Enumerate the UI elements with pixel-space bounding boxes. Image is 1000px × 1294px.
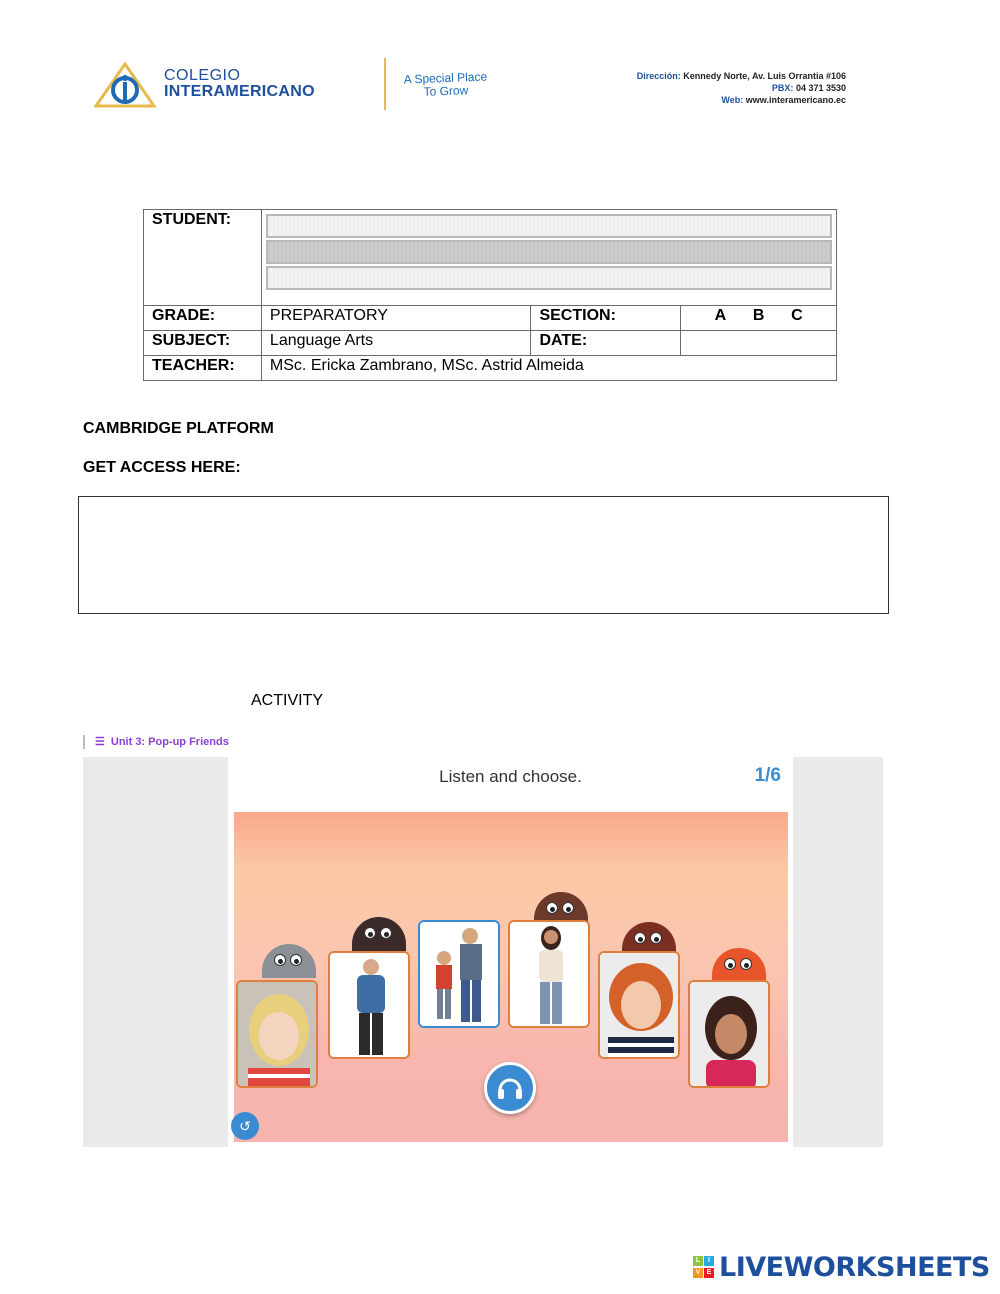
reset-icon: ↺ xyxy=(239,1117,251,1134)
school-name-line1: COLEGIO xyxy=(164,67,241,84)
choice-card-5[interactable] xyxy=(598,951,680,1059)
choice-card-4[interactable] xyxy=(508,920,590,1028)
student-name-field-3[interactable] xyxy=(266,266,832,290)
choice-card-3[interactable] xyxy=(418,920,500,1028)
address-value: Kennedy Norte, Av. Luis Orrantia #106 xyxy=(683,71,846,81)
section-options xyxy=(681,306,837,331)
school-name-line2: INTERAMERICANO xyxy=(164,83,315,100)
access-link-box[interactable] xyxy=(78,496,889,614)
woman-standing-photo xyxy=(510,922,590,1028)
liveworksheets-text: LIVEWORKSHEETS xyxy=(719,1252,990,1283)
reset-button[interactable] xyxy=(231,1112,259,1140)
unit-title: Unit 3: Pop-up Friends xyxy=(110,735,229,748)
listen-button[interactable] xyxy=(484,1062,536,1114)
menu-icon: ☰ xyxy=(95,736,105,748)
peek-creature-1 xyxy=(262,944,316,978)
mark-letter-e: E xyxy=(704,1268,714,1278)
date-value[interactable] xyxy=(681,331,837,356)
slogan-line2: To Grow xyxy=(423,83,469,99)
left-panel xyxy=(83,757,228,1147)
mark-letter-v: V xyxy=(693,1268,703,1278)
choice-card-6[interactable] xyxy=(688,980,770,1088)
date-label: DATE: xyxy=(531,331,681,356)
mark-letter-l: L xyxy=(693,1256,703,1266)
girl-redhead-photo xyxy=(600,953,680,1059)
activity-instruction: Listen and choose. xyxy=(439,767,582,786)
phone-label: PBX: xyxy=(771,83,794,93)
platform-heading: CAMBRIDGE PLATFORM xyxy=(83,420,274,437)
school-slogan xyxy=(404,71,488,100)
student-label: STUDENT: xyxy=(144,210,262,306)
girl-blonde-photo xyxy=(238,982,318,1088)
mark-letter-i: I xyxy=(704,1256,714,1266)
activity-heading: ACTIVITY xyxy=(251,692,324,709)
activity-screenshot xyxy=(83,729,883,1147)
section-option-c[interactable]: C xyxy=(791,307,803,324)
section-option-a[interactable]: A xyxy=(714,307,727,324)
school-contact xyxy=(637,70,846,106)
header-divider xyxy=(384,58,386,110)
subject-value: Language Arts xyxy=(261,331,531,356)
peek-creature-2 xyxy=(352,917,406,951)
teacher-row xyxy=(144,356,837,381)
teacher-label: TEACHER: xyxy=(144,356,262,381)
address-label: Dirección: xyxy=(636,71,681,81)
student-name-field-2[interactable] xyxy=(266,240,832,264)
activity-scene xyxy=(234,812,788,1142)
peek-creature-5 xyxy=(712,948,766,982)
student-info-table xyxy=(143,209,837,381)
section-option-b[interactable]: B xyxy=(752,307,765,324)
activity-top-bar xyxy=(83,729,883,757)
grade-row xyxy=(144,306,837,331)
right-panel xyxy=(793,757,883,1147)
choice-card-2[interactable] xyxy=(328,951,410,1059)
subject-label: SUBJECT: xyxy=(144,331,262,356)
grade-label: GRADE: xyxy=(144,306,262,331)
liveworksheets-mark-icon xyxy=(693,1256,715,1280)
activity-stage xyxy=(228,757,793,1147)
progress-counter: 1/6 xyxy=(754,765,781,786)
unit-menu-link[interactable] xyxy=(95,735,229,748)
school-name xyxy=(164,68,315,100)
unit-bar xyxy=(83,735,85,749)
liveworksheets-logo xyxy=(693,1252,990,1283)
teacher-value: MSc. Ericka Zambrano, MSc. Astrid Almeida xyxy=(261,356,836,381)
student-row xyxy=(144,210,837,306)
student-name-area xyxy=(261,210,836,306)
choice-card-1[interactable] xyxy=(236,980,318,1088)
web-value: www.interamericano.ec xyxy=(745,95,846,105)
section-label: SECTION: xyxy=(531,306,681,331)
phone-value: 04 371 3530 xyxy=(795,83,846,93)
access-heading: GET ACCESS HERE: xyxy=(83,459,241,476)
student-name-field-1[interactable] xyxy=(266,214,832,238)
school-logo-icon xyxy=(94,62,156,108)
headphones-icon xyxy=(495,1073,525,1103)
school-header xyxy=(90,58,850,114)
girl-laughing-photo xyxy=(690,982,770,1088)
boy-and-man-photo xyxy=(420,922,500,1028)
slogan-line1: A Special Place xyxy=(403,69,488,87)
web-label: Web: xyxy=(721,95,744,105)
man-standing-photo xyxy=(330,953,410,1059)
grade-value: PREPARATORY xyxy=(261,306,531,331)
subject-row xyxy=(144,331,837,356)
